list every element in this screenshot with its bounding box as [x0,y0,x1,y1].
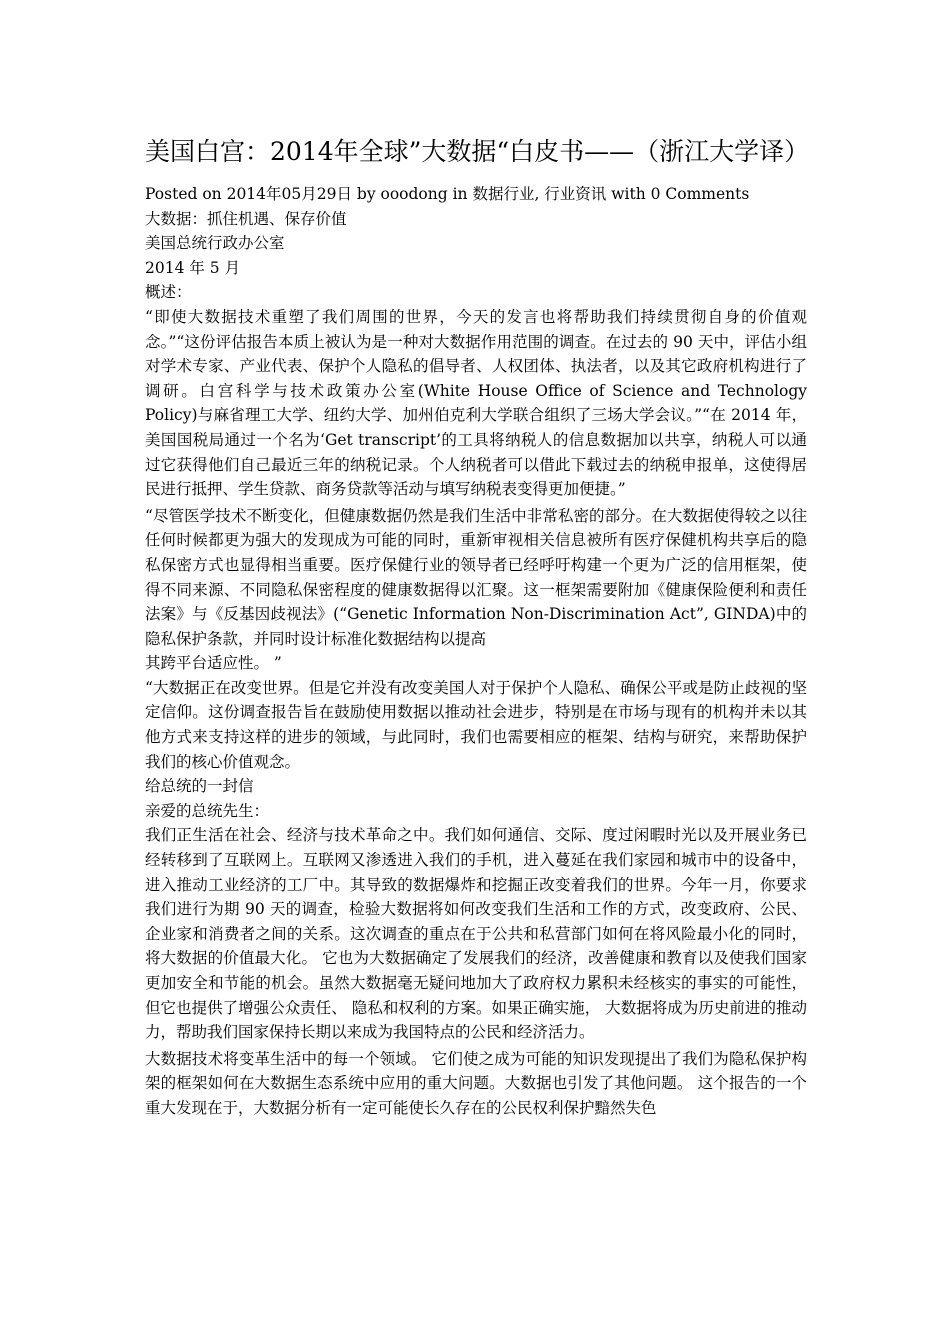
letter-paragraph-1: 我们正生活在社会、经济与技术革命之中。我们如何通信、交际、度过闲暇时光以及开展业务已经转移到了互联网上。互联网又渗透进入我们的手机，进入蔓延在我们家园和城市中的设备中，进入推动工业经济的工厂中。其导致的数据爆炸和挖掘正改变着我们的世界。今年一月，你要求我们进行为期 90 天的调查，检验大数据将如何改变我们生活和工作的方式，改变政府、公民、企业家和消费者之间的关系。这次调查的重点在于公共和私营部门如何在将风险最小化的同时，将大数据的价值最大化。 它也为大数据确定了发展我们的经济，改善健康和教育以及使我们国家更加安全和节能的机会。虽然大数据毫无疑问地加大了政府权力累积未经核实的事实的可能性， 但它也提供了增强公众责任、 隐私和权利的方案。如果正确实施， 大数据将成为历史前进的推动力，帮助我们国家保持长期以来成为我国特点的公民和经济活力。 [145,826,807,1042]
report-subtitle: 大数据：抓住机遇、保存价值 [145,209,347,228]
report-date: 2014 年 5 月 [145,258,241,277]
letter-paragraph-2: 大数据技术将变革生活中的每一个领域。 它们使之成为可能的知识发现提出了我们为隐私保护构架的框架如何在大数据生态系统中应用的重大问题。大数据也引发了其他问题。 这个报告的一个重大发现在于，大数据分析有一定可能使长久存在的公民权利保护黯然失色 [145,1049,807,1117]
post-meta: Posted on 2014年05月29日 by ooodong in 数据行业, 行业资讯 with 0 Comments [145,185,750,203]
article-body [145,130,810,1121]
overview-label: 概述： [145,283,192,302]
letter-title: 给总统的一封信 [145,777,254,796]
article-title: 美国白宫：2014年全球”大数据“白皮书——（浙江大学译） [145,137,810,166]
issuing-office: 美国总统行政办公室 [145,234,285,253]
quote-paragraph-3: “大数据正在改变世界。但是它并没有改变美国人对于保护个人隐私、确保公平或是防止歧视的坚定信仰。这份调查报告旨在鼓励使用数据以推动社会进步，特别是在市场与现有的机构并未以其他方式来支持这样的进步的领域，与此同时，我们也需要相应的框架、结构与研究，来帮助保护我们的核心价值观念。 [145,678,807,771]
quote-paragraph-1: “即使大数据技术重塑了我们周围的世界，今天的发言也将帮助我们持续贯彻自身的价值观念。”“这份评估报告本质上被认为是一种对大数据作用范围的调查。在过去的 90 天中，评估小组对学术专家、产业代表、保护个人隐私的倡导者、人权团体、执法者，以及其它政府机构进行了调研。白宫科学与技术政策办公室(White House Office of Science and Technology Policy)与麻省理工大学、纽约大学、加州伯克利大学联合组织了三场大学会议。”“在 2014 年，美国国税局通过一个名为‘Get transcript’的工具将纳税人的信息数据加以共享，纳税人可以通过它获得他们自己最近三年的纳税记录。个人纳税者可以借此下载过去的纳税申报单，这使得居民进行抵押、学生贷款、商务贷款等活动与填写纳税表变得更加便捷。” [145,307,807,499]
quote-paragraph-2: “尽管医学技术不断变化，但健康数据仍然是我们生活中非常私密的部分。在大数据使得较之以往任何时候都更为强大的发现成为可能的同时，重新审视相关信息被所有医疗保健机构共享后的隐私保密方式也显得相当重要。医疗保健行业的领导者已经呼吁构建一个更为广泛的信用框架，使得不同来源、不同隐私保密程度的健康数据得以汇聚。这一框架需要附加《健康保险便利和责任法案》与《反基因歧视法》(“Genetic Information Non-Discrimination Act”, GINDA)中的隐私保护条款，并同时设计标准化数据结构以提高 [145,506,807,648]
quote-paragraph-2-end: 其跨平台适应性。 ” [145,654,282,673]
letter-salutation: 亲爱的总统先生： [145,801,270,820]
